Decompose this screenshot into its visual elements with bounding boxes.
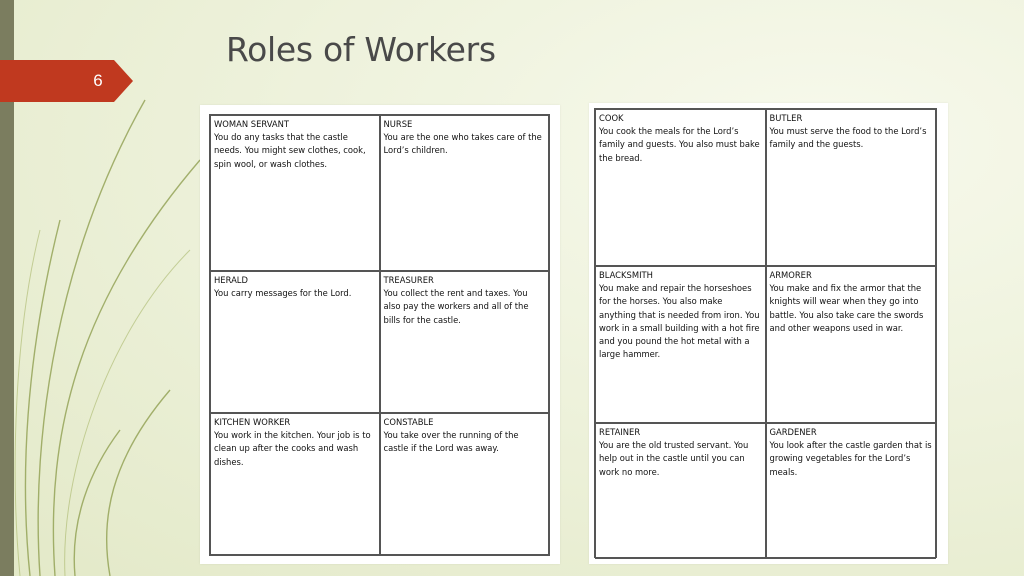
- left-role-grid: [209, 114, 550, 556]
- role-description: You must serve the food to the Lord’s family and the guests.: [769, 126, 927, 150]
- role-description: You make and fix the armor that the knights will wear when they go into battle. You also take care the swords and other weapons used in war.: [769, 283, 924, 333]
- role-description: You are the old trusted servant. You help out in the castle until you can work no more.: [599, 440, 749, 477]
- role-name: BLACKSMITH: [599, 270, 653, 280]
- role-description: You carry messages for the Lord.: [214, 288, 352, 299]
- role-name: BUTLER: [769, 113, 803, 123]
- role-cell: [595, 266, 766, 423]
- role-cell: [380, 271, 550, 413]
- role-name: GARDENER: [769, 427, 817, 437]
- role-name: HERALD: [214, 275, 248, 285]
- right-role-grid: [594, 108, 937, 558]
- right-role-card: [589, 103, 948, 564]
- role-cell: [595, 109, 766, 266]
- role-cell: [595, 423, 766, 559]
- role-name: TREASURER: [383, 275, 434, 285]
- role-name: COOK: [599, 113, 624, 123]
- role-description: You cook the meals for the Lord’s family and guests. You also must bake the bread.: [599, 126, 760, 163]
- role-description: You are the one who takes care of the Lord’s children.: [383, 132, 542, 156]
- role-name: WOMAN SERVANT: [214, 119, 290, 129]
- left-role-card: [200, 105, 560, 564]
- role-cell: [210, 115, 380, 271]
- role-name: CONSTABLE: [383, 417, 434, 427]
- slide-number-tab: [0, 60, 133, 102]
- role-name: KITCHEN WORKER: [214, 417, 291, 427]
- role-cell: [766, 423, 937, 559]
- role-description: You collect the rent and taxes. You also pay the workers and all of the bills for the castle.: [383, 288, 529, 325]
- role-description: You look after the castle garden that is growing vegetables for the Lord’s meals.: [769, 440, 932, 477]
- role-description: You take over the running of the castle if the Lord was away.: [383, 430, 519, 454]
- role-description: You do any tasks that the castle needs. You might sew clothes, cook, spin wool, or wash clothes.: [214, 132, 366, 169]
- role-name: ARMORER: [769, 270, 812, 280]
- role-cell: [380, 413, 550, 555]
- role-cell: [766, 109, 937, 266]
- role-cell: [210, 413, 380, 555]
- slide-number: 6: [93, 71, 103, 90]
- slide-title: Roles of Workers: [226, 30, 496, 69]
- role-description: You work in the kitchen. Your job is to clean up after the cooks and wash dishes.: [214, 430, 371, 467]
- role-name: NURSE: [383, 119, 413, 129]
- role-cell: [380, 115, 550, 271]
- role-name: RETAINER: [599, 427, 641, 437]
- role-cell: [210, 271, 380, 413]
- role-description: You make and repair the horseshoes for the horses. You also make anything that is needed from iron. You work in a small building with a hot fire and you pound the hot metal with a large hammer.: [599, 283, 760, 360]
- role-cell: [766, 266, 937, 423]
